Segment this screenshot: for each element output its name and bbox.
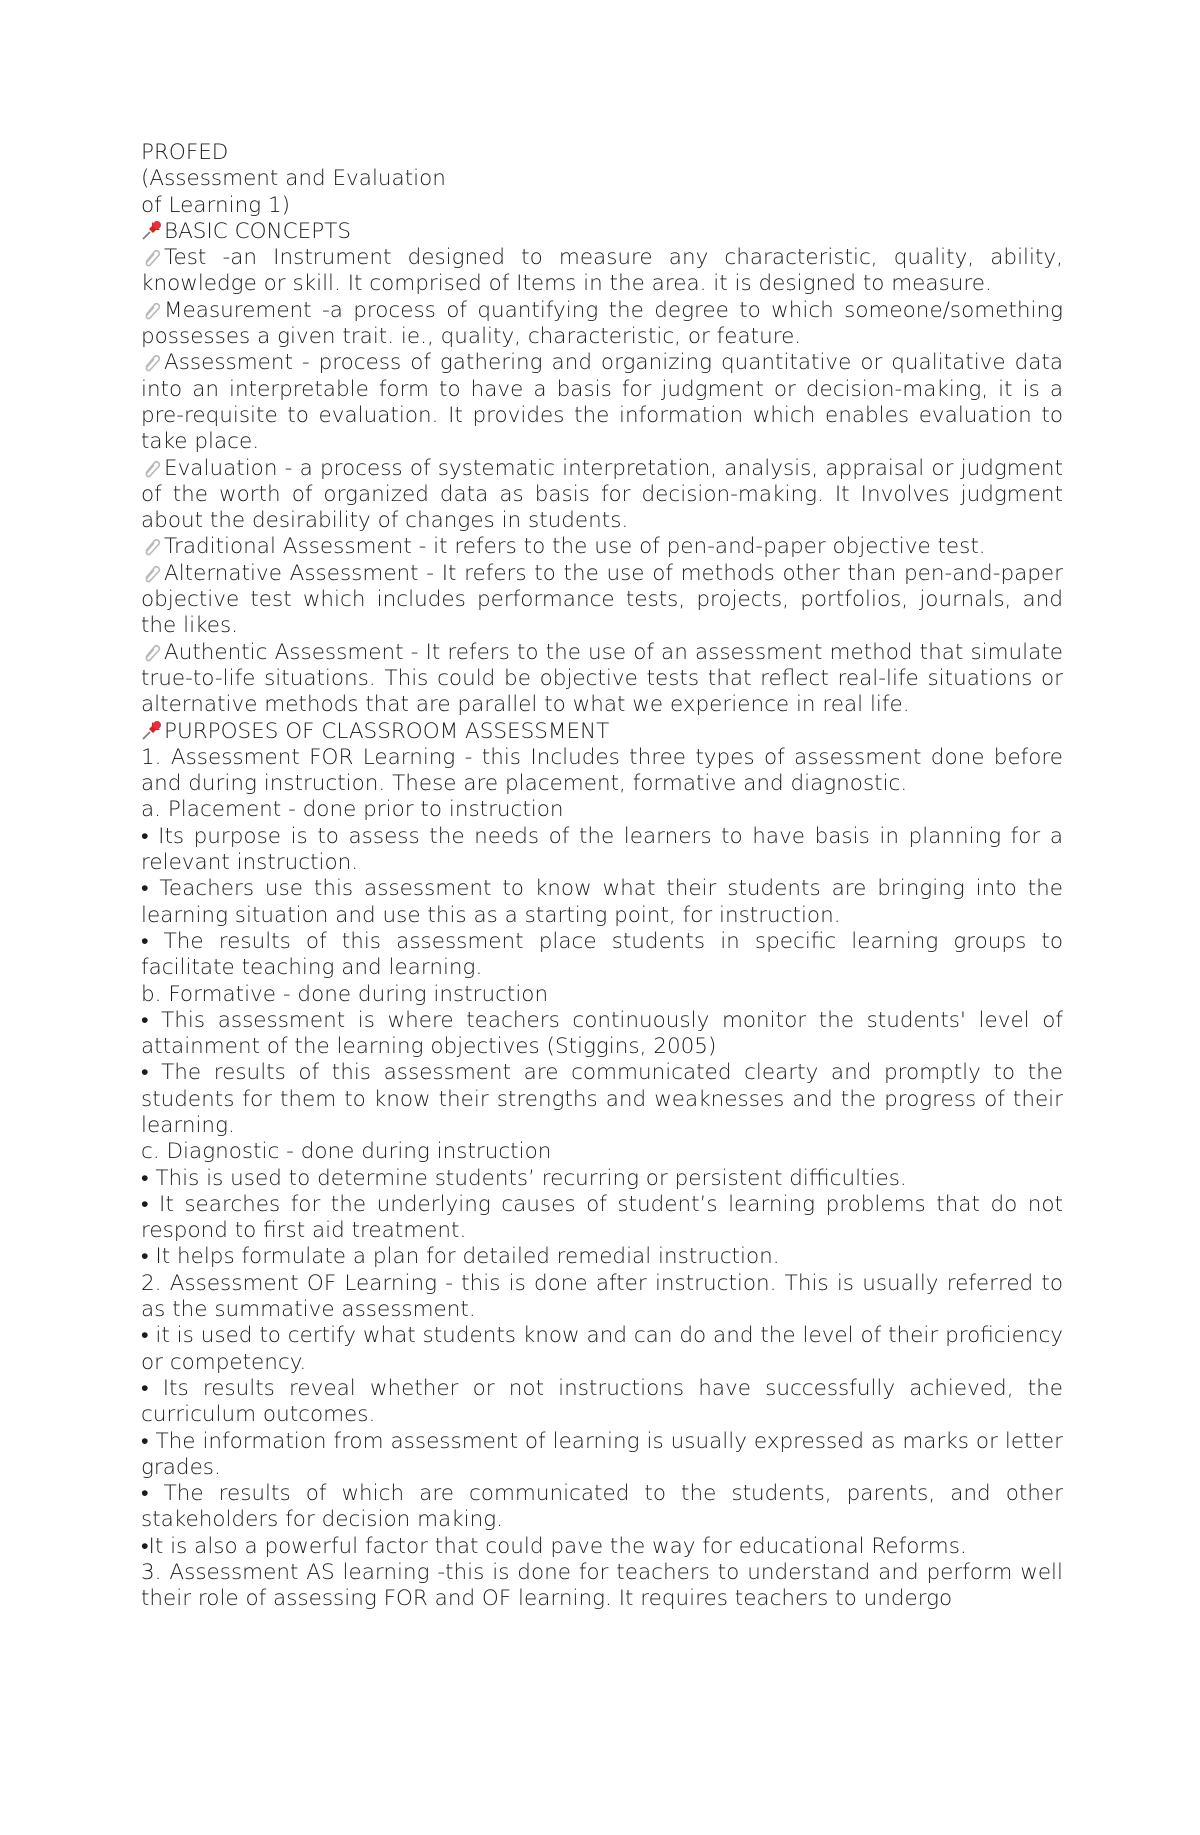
purpose-line: • The results of this assessment place students in specific learning groups to facilitate teaching and learning. — [141, 928, 1063, 981]
paperclip-icon — [141, 561, 163, 583]
concept-text: Evaluation - a process of systematic interpretation, analysis, appraisal or judgment of the worth of organized data as basis for decision-making. It Involves judgment about the desirability of changes in students. — [141, 455, 1063, 534]
concept-item — [141, 456, 1063, 535]
purpose-line: • It searches for the underlying causes of student’s learning problems that do not respond to first aid treatment. — [141, 1191, 1063, 1244]
purpose-line: c. Diagnostic - done during instruction — [141, 1139, 552, 1165]
paperclip-icon — [141, 350, 163, 372]
concept-text: Measurement -a process of quantifying the degree to which someone/something possesses a given trait. ie., quality, characteristic, or feature. — [141, 297, 1063, 350]
paperclip-icon — [141, 456, 163, 478]
purpose-line: 3. Assessment AS learning -this is done for teachers to understand and perform well their role of assessing FOR and OF learning. It requires teachers to undergo — [141, 1560, 1063, 1612]
concept-item — [141, 298, 1063, 351]
section-heading-label: BASIC CONCEPTS — [164, 218, 351, 244]
paperclip-icon — [141, 640, 163, 662]
purpose-line: • The results of which are communicated to the students, parents, and other stakeholders for decision making. — [141, 1481, 1063, 1533]
doc-subtitle-line1: (Assessment and Evaluation — [141, 166, 446, 192]
purpose-line: •It is also a powerful factor that could pave the way for educational Reforms. — [141, 1533, 967, 1559]
purpose-line: a. Placement - done prior to instruction — [141, 797, 564, 823]
document-page — [141, 140, 1063, 1613]
concept-text: Traditional Assessment - it refers to the use of pen-and-paper objective test. — [164, 534, 986, 560]
purpose-line: b. Formative - done during instruction — [141, 981, 549, 1007]
concept-text: Test -an Instrument designed to measure any characteristic, quality, ability, knowledge or skill. It comprised of Items in the area. it is designed to measure. — [141, 245, 1063, 297]
purpose-line: • Its results reveal whether or not instructions have successfully achieved, the curriculum outcomes. — [141, 1375, 1063, 1428]
section-heading-label: PURPOSES OF CLASSROOM ASSESSMENT — [164, 718, 610, 744]
purpose-line: • Its purpose is to assess the needs of the learners to have basis in planning for a relevant instruction. — [141, 823, 1063, 876]
purpose-line: • It helps formulate a plan for detailed remedial instruction. — [141, 1244, 780, 1270]
section-heading-purposes — [141, 719, 1063, 745]
purpose-line: • it is used to certify what students know and can do and the level of their proficiency or competency. — [141, 1323, 1063, 1375]
concept-text: Alternative Assessment - It refers to the use of methods other than pen-and-paper objective test which includes performance tests, projects, portfolios, journals, and the likes. — [141, 560, 1063, 639]
doc-subtitle-line2: of Learning 1) — [141, 192, 291, 218]
concept-item — [141, 350, 1063, 455]
purpose-line: • This is used to determine students’ recurring or persistent difficulties. — [141, 1165, 907, 1191]
concept-item — [141, 640, 1063, 719]
paperclip-icon — [141, 298, 163, 320]
paperclip-icon — [141, 245, 163, 267]
purpose-line: • The results of this assessment are communicated clearty and promptly to the students for them to know their strengths and weaknesses and the progress of their learning. — [141, 1060, 1063, 1138]
purpose-line: 2. Assessment OF Learning - this is done after instruction. This is usually referred to as the summative assessment. — [141, 1270, 1063, 1323]
concept-item — [141, 561, 1063, 640]
pushpin-icon — [141, 219, 163, 241]
concept-text: Authentic Assessment - It refers to the use of an assessment method that simulate true-to-life situations. This could be objective tests that reflect real-life situations or alternative methods that are parallel to what we experience in real life. — [141, 639, 1063, 718]
doc-title: PROFED — [141, 140, 229, 165]
concept-item — [141, 534, 1063, 560]
paperclip-icon — [141, 534, 163, 556]
concept-text: Assessment - process of gathering and organizing quantitative or qualitative data into an interpretable form to have a basis for judgment or decision-making, it is a pre-requisite to evaluation. It provides the information which enables evaluation to take place. — [141, 350, 1063, 455]
purpose-line: • This assessment is where teachers continuously monitor the students' level of attainment of the learning objectives (Stiggins, 2005) — [141, 1007, 1063, 1060]
purpose-line: • The information from assessment of learning is usually expressed as marks or letter grades. — [141, 1428, 1063, 1480]
purpose-line: 1. Assessment FOR Learning - this Includes three types of assessment done before and during instruction. These are placement, formative and diagnostic. — [141, 744, 1063, 797]
purpose-line: • Teachers use this assessment to know what their students are bringing into the learning situation and use this as a starting point, for instruction. — [141, 876, 1063, 928]
pushpin-icon — [141, 719, 163, 741]
concept-item — [141, 245, 1063, 298]
section-heading-basic-concepts — [141, 219, 1063, 245]
